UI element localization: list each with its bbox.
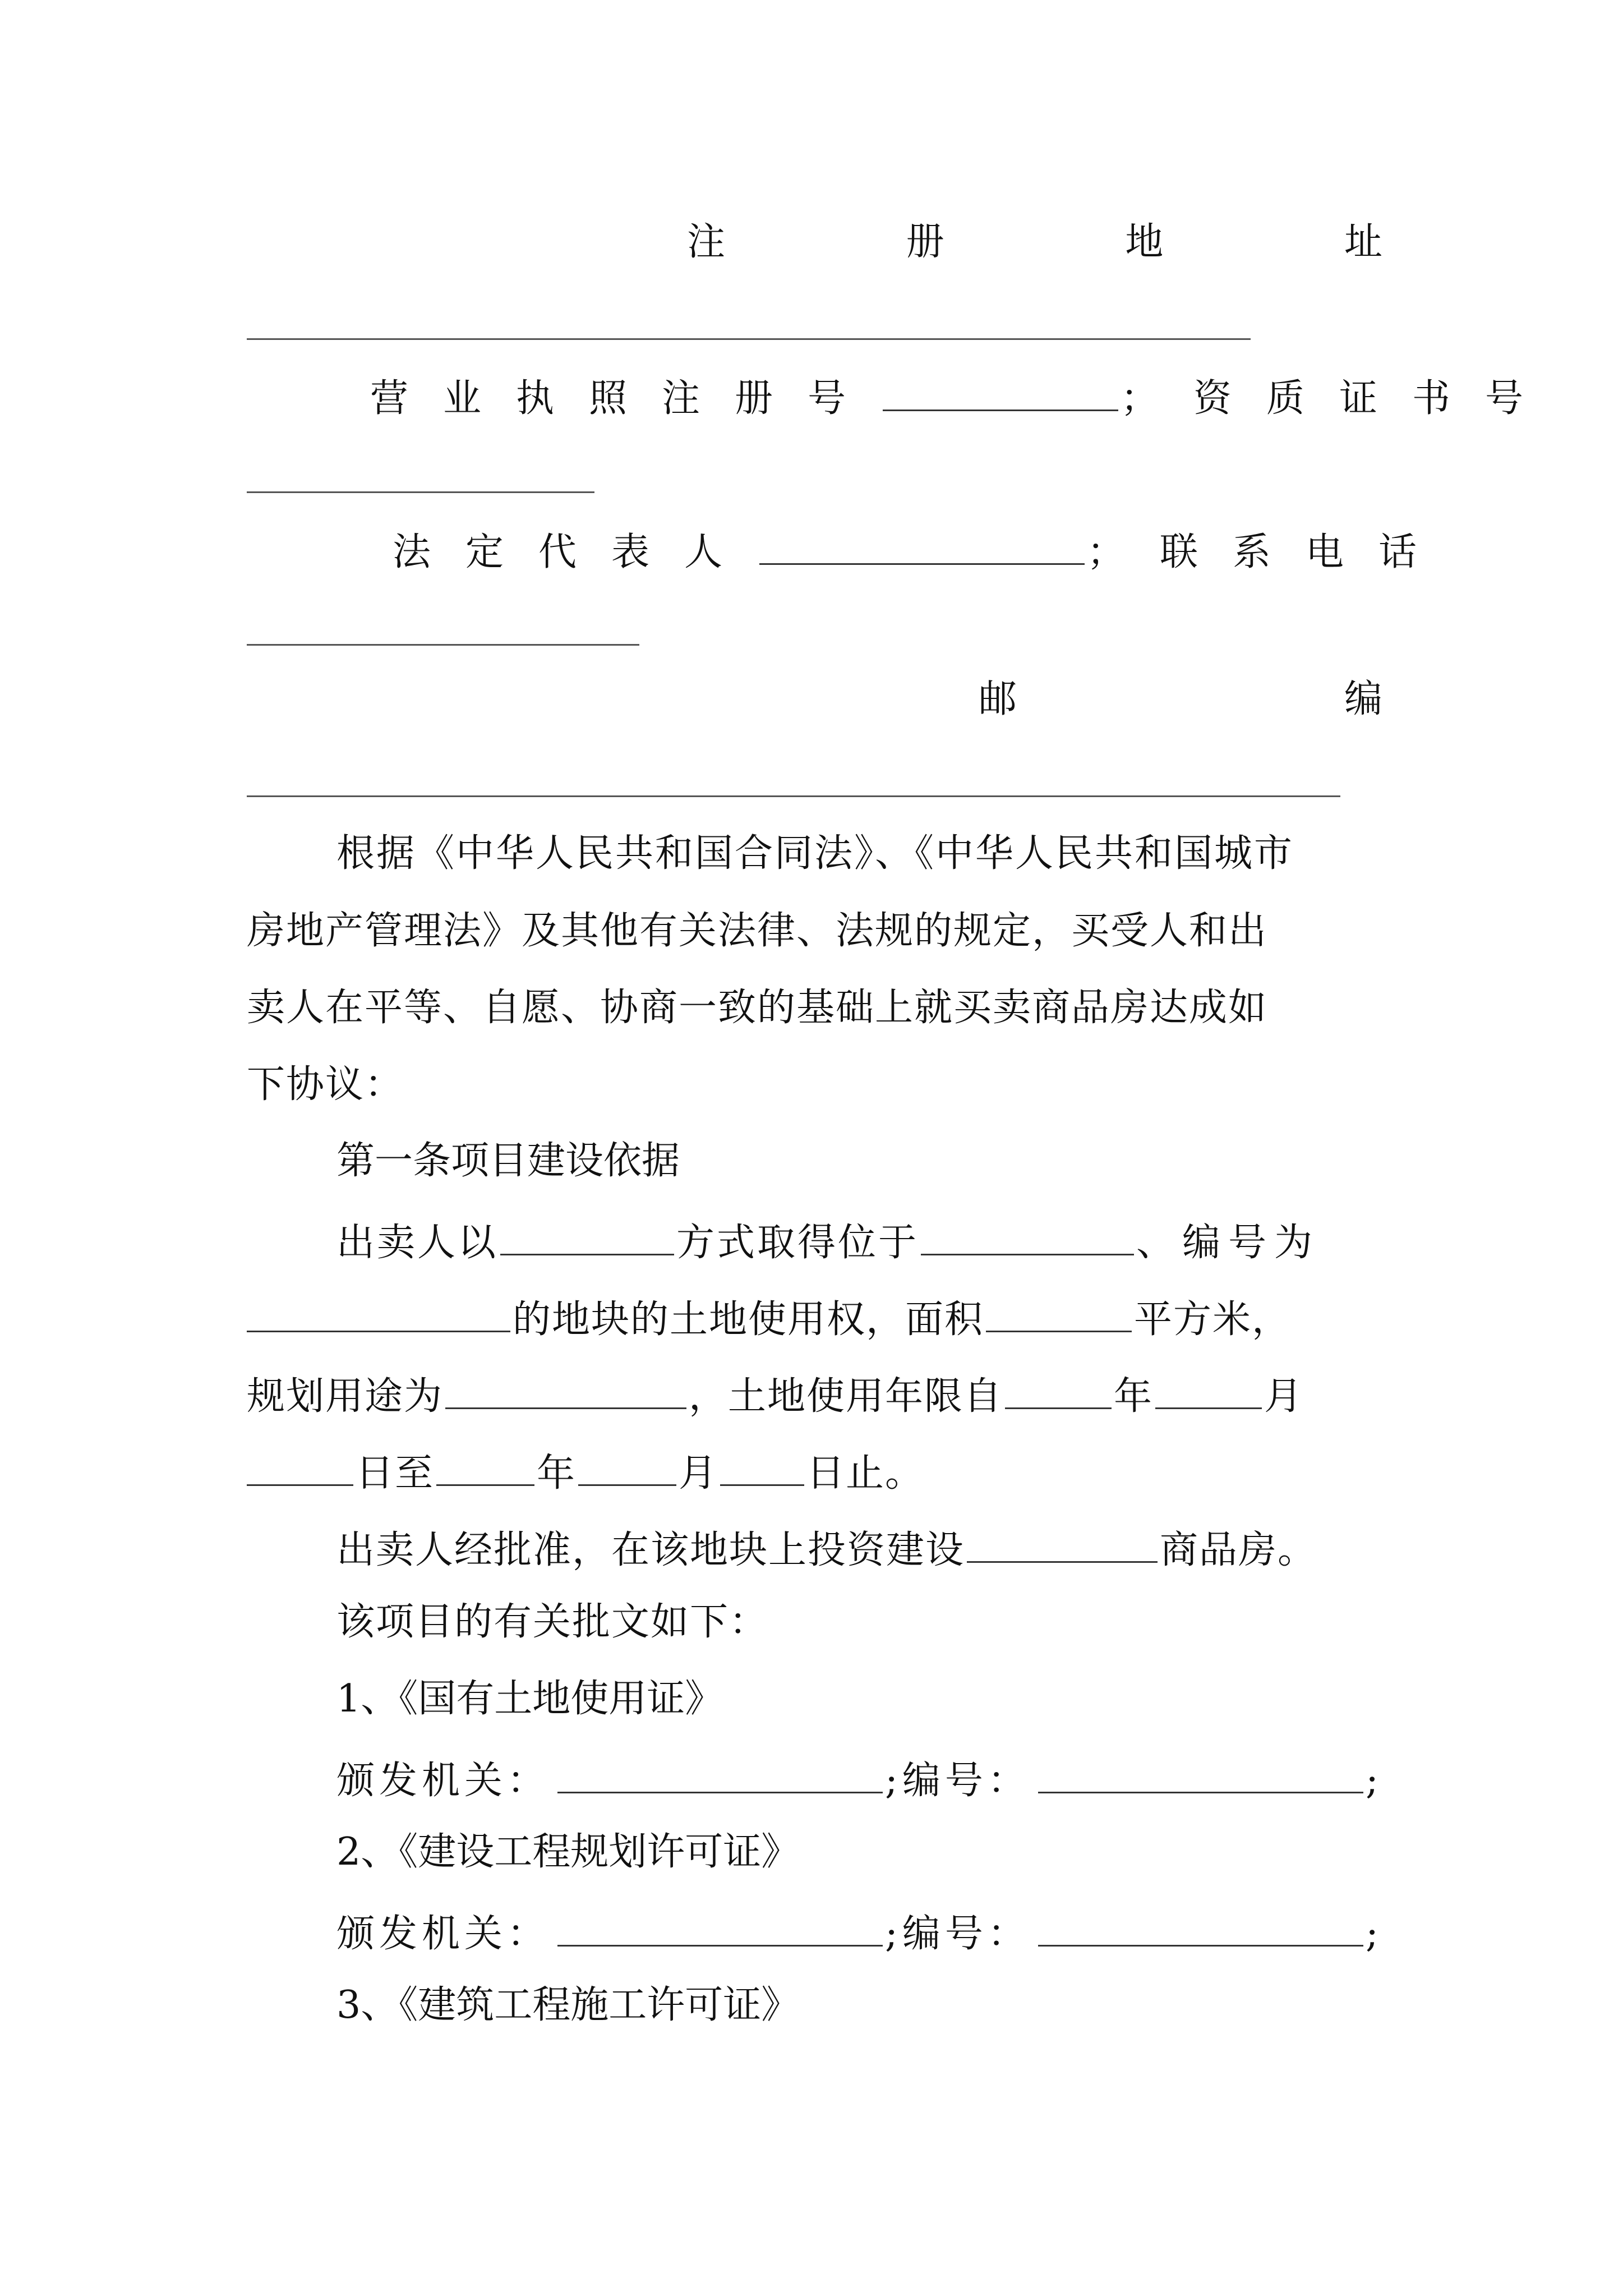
issuer-label: 颁发机关： [336,1759,550,1803]
doc-1-issuer-blank[interactable] [557,1757,883,1793]
text: ，土地使用年限自 [689,1374,1003,1419]
text: 日至 [356,1451,435,1496]
text: 出卖人以 [336,1221,499,1265]
doc-1-fields [336,1757,1378,1802]
doc-1-title: 1、《国有土地使用证》 [336,1677,723,1721]
method-blank[interactable] [500,1219,674,1255]
doc-2-number-blank[interactable] [1038,1910,1363,1947]
number-label: ;编号： [885,1912,1030,1956]
text: 规划用途为 [247,1374,444,1419]
text: 年 [1114,1374,1154,1419]
doc-1-number-blank[interactable] [1038,1757,1363,1793]
preamble-line-3: 卖人在平等、自愿、协商一致的基础上就买卖商品房达成如 [247,986,1268,1030]
doc-3-title: 3、《建筑工程施工许可证》 [336,1983,800,2027]
legal-rep-blank[interactable] [759,528,1085,565]
business-license-blank[interactable] [883,375,1118,411]
text: 方式取得位于 [676,1221,919,1265]
phone-label: ；联系电话 [1087,530,1452,574]
postcode-blank[interactable] [247,795,1340,797]
location-blank[interactable] [921,1219,1134,1255]
preamble-line-1: 根据《中华人民共和国合同法》、《中华人民共和国城市 [336,831,1294,876]
legal-rep-label: 法定代表人 [393,530,758,574]
article-p2 [247,1296,1291,1341]
registered-address-blank[interactable] [247,338,1251,340]
char: 编 [1344,677,1382,721]
start-day-blank[interactable] [247,1450,353,1486]
legal-rep-line [393,528,1451,573]
issuer-label: 颁发机关： [336,1912,550,1956]
text: ; [1365,1759,1378,1803]
business-license-line [370,375,1558,420]
start-year-blank[interactable] [1005,1373,1112,1409]
article-p1 [336,1219,1320,1264]
preamble-line-2: 房地产管理法》及其他有关法律、法规的规定，买受人和出 [247,909,1268,953]
text: ; [1365,1912,1378,1956]
article-p5 [336,1526,1317,1571]
text: 日止。 [806,1451,925,1496]
text: 月 [679,1451,718,1496]
project-name-blank[interactable] [967,1526,1158,1563]
registered-address-label [687,220,1382,264]
qualification-blank[interactable] [247,491,594,493]
text: 、编号为 [1136,1221,1321,1265]
text: 年 [537,1451,577,1496]
end-month-blank[interactable] [578,1450,676,1486]
number-label: ;编号： [885,1759,1030,1803]
doc-2-title: 2、《建设工程规划许可证》 [336,1830,800,1874]
char: 地 [1125,220,1164,264]
end-day-blank[interactable] [720,1450,804,1486]
char: 邮 [979,677,1017,721]
article-p4 [247,1450,924,1494]
article-p6: 该项目的有关批文如下： [336,1600,769,1644]
text: 平方米， [1134,1297,1292,1342]
article-title: 第一条项目建设依据 [336,1139,680,1183]
char: 注 [687,220,726,264]
article-p3 [247,1373,1303,1418]
char: 册 [906,220,944,264]
parcel-number-blank[interactable] [247,1296,510,1332]
doc-2-fields [336,1910,1378,1955]
phone-blank[interactable] [247,644,639,646]
end-year-blank[interactable] [436,1450,534,1486]
text: 的地块的土地使用权，面积 [513,1297,984,1342]
char: 址 [1344,220,1382,264]
postcode-label [979,677,1382,721]
start-month-blank[interactable] [1155,1373,1262,1409]
area-blank[interactable] [986,1296,1132,1332]
text: 商品房。 [1160,1528,1317,1572]
text: 月 [1264,1374,1304,1419]
planned-use-blank[interactable] [445,1373,686,1409]
doc-2-issuer-blank[interactable] [557,1910,883,1947]
business-license-label: 营业执照注册号 [370,376,881,421]
preamble-line-4: 下协议： [247,1062,404,1107]
qualification-label: ；资质证书号 [1121,376,1559,421]
text: 出卖人经批准，在该地块上投资建设 [336,1528,965,1572]
